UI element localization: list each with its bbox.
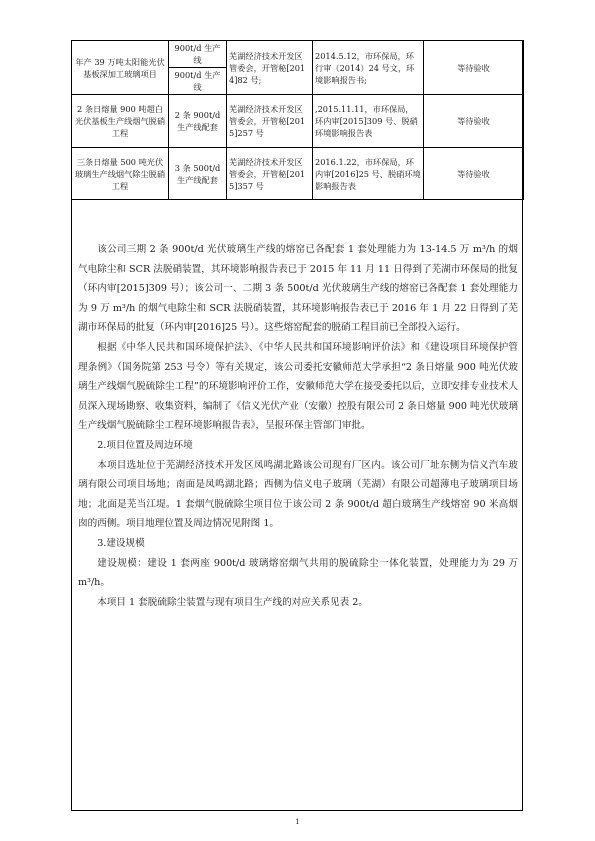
section-heading-scale: 3.建设规模 — [97, 537, 145, 549]
approval-cell: 芜湖经济技术开发区管委会，开管秘[2014]82 号; — [227, 41, 313, 95]
paragraph-table-reference: 本项目 1 套脱硫除尘装置与现有项目生产线的对应关系见表 2。 — [97, 596, 368, 608]
paragraph-scale: 建设规模：建设 1 套两座 900t/d 玻璃熔窑烟气共用的脱硫除尘一体化装置，处理能力为 29 万 m³/h。 — [78, 557, 518, 589]
table-row — [72, 41, 524, 68]
project-name-cell: 年产 39 万吨太阳能光伏基板深加工玻璃项目 — [72, 41, 169, 95]
approval-cell: 芜湖经济技术开发区管委会，开管秘[2015]357 号 — [227, 148, 313, 200]
line-cell: 900t/d 生产线 — [169, 68, 227, 95]
report-cell: 2016.1.22，市环保局，环内审[2016]25 号、脱硝环境影响报告表 — [313, 148, 424, 200]
body-text — [78, 240, 518, 612]
line-cell: 900t/d 生产线 — [169, 41, 227, 68]
status-cell: 等待验收 — [424, 95, 524, 148]
status-cell: 等待验收 — [424, 148, 524, 200]
line-cell: 2 条 900t/d 生产线配套 — [169, 95, 227, 148]
project-name-cell: 2 条日熔量 900 吨超白光伏基板生产线烟气脱硝工程 — [72, 95, 169, 148]
paragraph-denitration-status: 该公司三期 2 条 900t/d 光伏玻璃生产线的熔窑已各配套 1 套处理能力为 13-14.5 万 m³/h 的烟气电除尘和 SCR 法脱硝装置，其环境影响报告表已于 2015 年 11 月 11 日得到了芜湖市环保局的批复（环内审[2015]309 号）；该公司一、二期 3 条 500t/d 光伏玻璃生产线的熔窑已各配套 1 套处理能力为 9 万 m³/h 的烟气电除尘和 SCR 法脱硝装置，其环境影响报告表已于 2016 年 1 月 22 日得到了芜湖市环保局的批复（环内审[2016]25 号）。这些熔窑配套的脱硝工程目前已全部投入运行。 — [78, 244, 518, 334]
paragraph-location: 本项目选址位于芜湖经济技术开发区凤鸣湖北路该公司现有厂区内。该公司厂址东侧为信义汽车玻璃有限公司项目场地；南面是凤鸣湖北路；西侧为信义电子玻璃（芜湖）有限公司超薄电子玻璃项目场地；北面是芜当江堤。1 套烟气脱硫除尘项目位于该公司 2 条 900t/d 超白玻璃生产线熔窑 90 米高烟囱的西侧。项目地理位置及周边情况见附图 1。 — [78, 459, 518, 530]
table-row — [72, 148, 524, 200]
page-number: 1 — [295, 818, 300, 826]
line-cell: 3 条 500t/d 生产线配套 — [169, 148, 227, 200]
status-cell: 等待验收 — [424, 41, 524, 95]
paragraph-legal-basis: 根据《中华人民共和国环境保护法》、《中华人民共和国环境影响评价法》和《建设项目环境保护管理条例》（国务院第 253 号令）等有关规定，该公司委托安徽师范大学承担“2 条日熔量 900 吨光伏玻璃生产线烟气脱硫除尘工程”的环境影响评价工作，安徽师范大学在接受委托以后，立即安排专业技术人员深入现场勘察、收集资料，编制了《信义光伏产业（安徽）控股有限公司 2 条日熔量 900 吨光伏玻璃生产线烟气脱硫除尘工程环境影响报告表》，呈报环保主管部门审批。 — [78, 341, 518, 432]
project-name-cell: 三条日熔量 500 吨光伏玻璃生产线烟气除尘脱硝工程 — [72, 148, 169, 200]
table-row — [72, 95, 524, 148]
section-heading-location: 2.项目位置及周边环境 — [97, 439, 193, 451]
approval-cell: 芜湖经济技术开发区管委会，开管秘[2015]257 号 — [227, 95, 313, 148]
report-cell: ,2015.11.11，市环保局，环内审[2015]309 号、脱硝环境影响报告表 — [313, 95, 424, 148]
report-cell: 2014.5.12，市环保局，环行审（2014）24 号文，环境影响报告书; — [313, 41, 424, 95]
existing-projects-table — [71, 40, 524, 200]
